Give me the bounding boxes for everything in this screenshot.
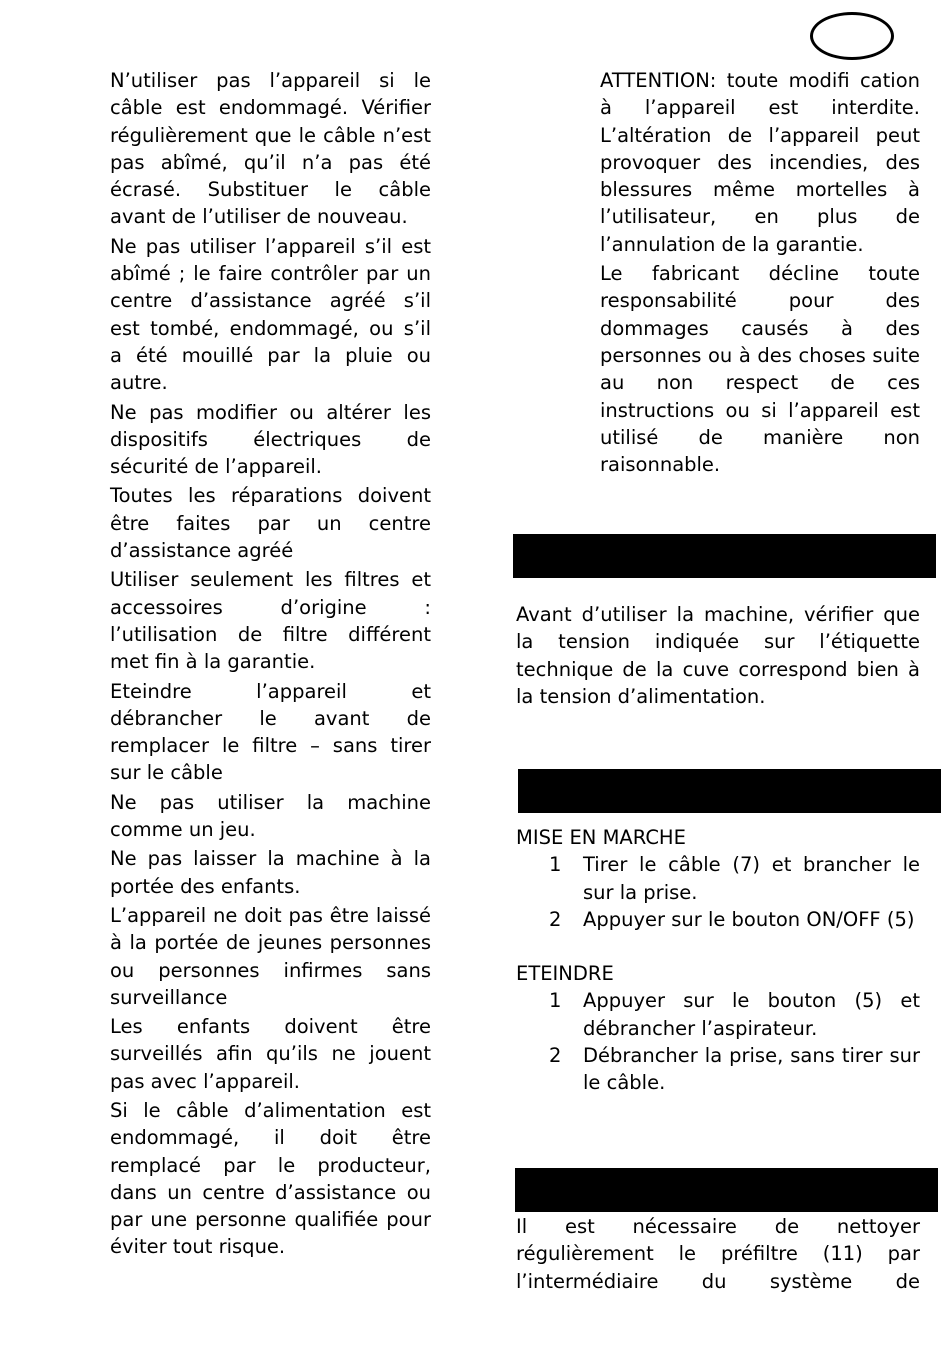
operation-section <box>516 824 920 1097</box>
attention-paragraph: ATTENTION: toute modifi cation à l’appareil est interdite. L’altération de l’appareil peut provoquer des incendies, des blessures même mortelles à l’utilisateur, en plus de l’annulation de la garantie. <box>600 69 920 256</box>
eteindre-title: ETEINDRE <box>516 962 614 986</box>
step-number: 2 <box>549 1044 562 1068</box>
safety-paragraph-3: Ne pas modifier ou altérer les dispositifs électriques de sécurité de l’appareil. <box>110 400 431 479</box>
safety-paragraph-11: Si le câble d’alimentation est endommagé, il doit être remplacé par le producteur, dans un centre d’assistance ou par une personne qualifiée pour éviter tout risque. <box>110 1098 431 1259</box>
voltage-section <box>516 601 920 712</box>
right-top-column <box>600 67 920 480</box>
safety-paragraph-2: Ne pas utiliser l’appareil s’il est abîmé ; le faire contrôler par un centre d’assistance agréé s’il est tombé, endommagé, ou s’il a été mouillé par la pluie ou autre. <box>110 234 431 395</box>
safety-paragraph-9: L’appareil ne doit pas être laissé à la portée de jeunes personnes ou personnes infirmes sans surveillance <box>110 903 431 1009</box>
safety-paragraph-8: Ne pas laisser la machine à la portée des enfants. <box>110 847 431 898</box>
safety-paragraph-10: Les enfants doivent être surveillés afin qu’ils ne jouent pas avec l’appareil. <box>110 1015 431 1093</box>
safety-paragraph-5: Utiliser seulement les filtres et accessoires d’origine : l’utilisation de filtre différent met fin à la garantie. <box>110 568 431 674</box>
safety-paragraph-4: Toutes les réparations doivent être faites par un centre d’assistance agréé <box>110 484 431 563</box>
mise-en-marche-title: MISE EN MARCHE <box>516 826 686 849</box>
safety-paragraph-7: Ne pas utiliser la machine comme un jeu. <box>110 790 431 842</box>
section-header-bar-3 <box>515 1168 938 1212</box>
step-text: Appuyer sur le bouton (5) et débrancher l’aspirateur. <box>583 989 920 1040</box>
step-text: Appuyer sur le bouton ON/OFF (5) <box>583 907 915 931</box>
safety-paragraph-6: Eteindre l’appareil et débrancher le avant de remplacer le filtre – sans tirer sur le câble <box>110 679 431 785</box>
step-text: Tirer le câble (7) et brancher le sur la prise. <box>583 853 920 904</box>
step-text: Débrancher la prise, sans tirer sur le câble. <box>583 1044 920 1095</box>
voltage-paragraph: Avant d’utiliser la machine, vérifier que la tension indiquée sur l’étiquette technique de la cuve correspond bien à la tension d’alimentation. <box>516 603 920 708</box>
safety-paragraph-1: N’utiliser pas l’appareil si le câble est endommagé. Vérifier régulièrement que le câble n’est pas abîmé, qu’il n’a pas été écrasé. Substituer le câble avant de l’utiliser de nouveau. <box>110 69 431 229</box>
step-number: 2 <box>549 907 562 931</box>
step-number: 1 <box>549 989 562 1013</box>
language-badge-oval <box>810 12 894 60</box>
section-header-bar-2 <box>518 769 941 813</box>
section-header-bar-1 <box>513 534 936 578</box>
liability-paragraph: Le fabricant décline toute responsabilité pour des dommages causés à des personnes ou à des choses suite au non respect de ces instructions ou si l’appareil est utilisé de manière non raisonnable. <box>600 262 920 477</box>
list-item <box>516 987 920 1042</box>
cleaning-paragraph: Il est nécessaire de nettoyer régulièrement le préfiltre (11) par l’intermédiaire du système de <box>516 1215 920 1293</box>
list-item <box>516 906 920 933</box>
list-item <box>516 1042 920 1097</box>
cleaning-section <box>516 1213 920 1297</box>
step-number: 1 <box>549 853 562 877</box>
left-column <box>110 67 431 1263</box>
list-item <box>516 851 920 906</box>
